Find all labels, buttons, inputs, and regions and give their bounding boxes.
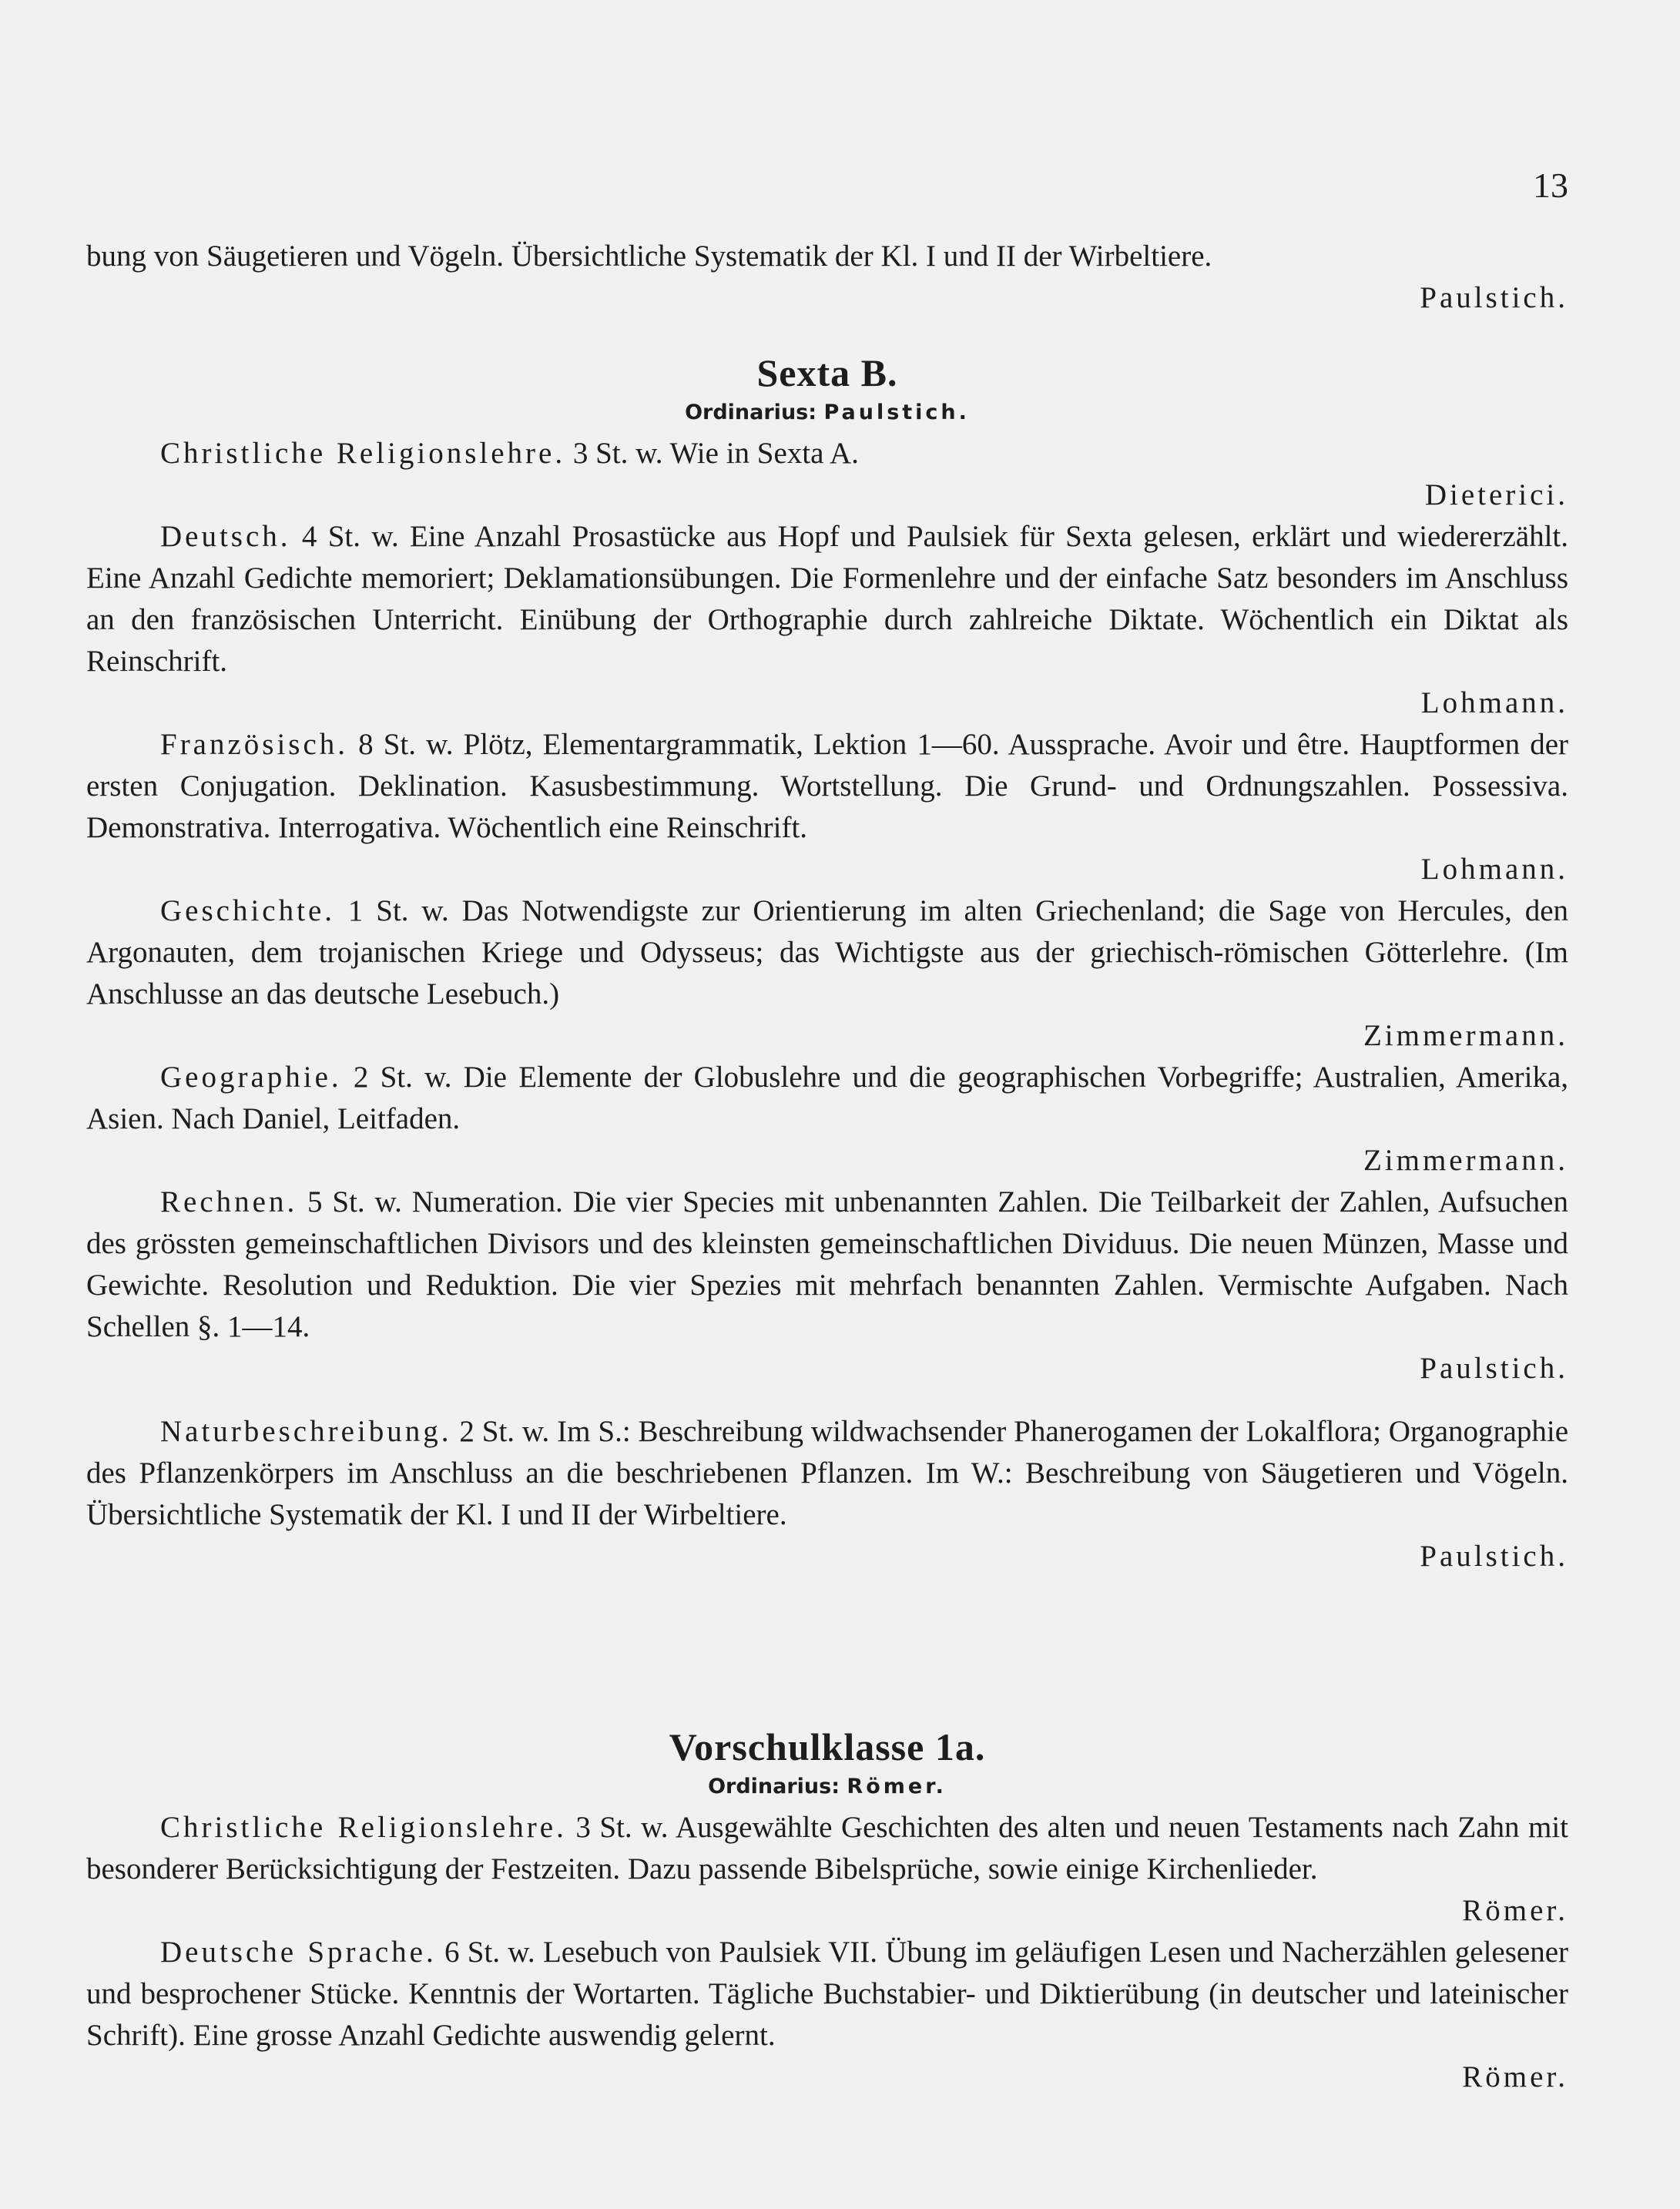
entry-text: 3 St. w. Ausgewählte Geschichten des alten und neuen Testaments nach Zahn mit besonderer Berücksichtigung der Festzeiten. Dazu passende Bibelsprüche, sowie einige Kirchenlieder. — [86, 1811, 1568, 1886]
entry-teacher: Dieterici. — [1424, 478, 1568, 511]
entry-deutsche-sprache — [86, 1932, 1568, 2098]
entry-teacher: Zimmermann. — [1363, 1019, 1568, 1052]
entry-deutsch — [86, 516, 1568, 724]
entry-subject: Naturbeschreibung. — [160, 1415, 452, 1448]
entry-text: 1 St. w. Das Notwendigste zur Orientierung im alten Griechenland; die Sage von Hercules, den Argonauten, dem trojanischen Kriege und Odysseus; das Wichtigste aus der griechisch-römischen Götterlehre. (Im Anschlusse an das deutsche Lesebuch.) — [86, 894, 1568, 1011]
ordinarius-label: Ordinarius: — [708, 1775, 840, 1798]
entry-religion-vorschule — [86, 1807, 1568, 1932]
entry-subject: Deutsch. — [160, 520, 291, 553]
entry-teacher: Lohmann. — [1420, 853, 1568, 886]
entry-teacher: Paulstich. — [1420, 1540, 1568, 1573]
entry-text: 8 St. w. Plötz, Elementargrammatik, Lektion 1—60. Aussprache. Avoir und être. Hauptformen der ersten Conjugation. Deklination. Kasusbestimmung. Wortstellung. Die Grund- und Ordnungszahlen. Possessiva. Demonstrativa. Interrogativa. Wöchentlich eine Reinschrift. — [86, 728, 1568, 844]
entry-geschichte — [86, 890, 1568, 1057]
entry-naturbeschreibung — [86, 1411, 1568, 1577]
entry-teacher: Römer. — [1462, 2060, 1568, 2093]
intro-text: bung von Säugetieren und Vögeln. Übersichtliche Systematik der Kl. I und II der Wirbeltiere. — [86, 240, 1212, 273]
entry-subject: Deutsche Sprache. — [160, 1936, 437, 1969]
entry-franzoesisch — [86, 724, 1568, 890]
ordinarius-name: Paulstich. — [823, 401, 970, 424]
ordinarius-vorschulklasse-1a — [86, 1772, 1568, 1802]
section-title-sexta-b: Sexta B. — [756, 351, 898, 394]
intro-paragraph — [86, 236, 1568, 319]
entry-teacher: Paulstich. — [1420, 1352, 1568, 1385]
ordinarius-sexta-b — [86, 397, 1568, 428]
entry-text: 5 St. w. Numeration. Die vier Species mit unbenannten Zahlen. Die Teilbarkeit der Zahlen, Aufsuchen des grössten gemeinschaftlichen Divisors und des kleinsten gemeinschaftlichen Dividuus. Die neuen Münzen, Masse und Gewichte. Resolution und Reduktion. Die vier Spezies mit mehrfach benannten Zahlen. Vermischte Aufgaben. Nach Schellen §. 1—14. — [86, 1185, 1568, 1343]
entry-religion — [86, 433, 1568, 516]
entry-text: 2 St. w. Im S.: Beschreibung wildwachsender Phanerogamen der Lokalflora; Organographie des Pflanzenkörpers im Anschluss an die beschriebenen Pflanzen. Im W.: Beschreibung von Säugetieren und Vögeln. Übersichtliche Systematik der Kl. I und II der Wirbeltiere. — [86, 1415, 1569, 1531]
entry-subject: Geschichte. — [160, 894, 336, 927]
entry-subject: Christliche Religionslehre. — [160, 437, 566, 470]
entry-teacher: Zimmermann. — [1363, 1144, 1568, 1177]
entry-subject: Französisch. — [160, 728, 349, 761]
entry-text: 2 St. w. Die Elemente der Globuslehre und die geographischen Vorbegriffe; Australien, Amerika, Asien. Nach Daniel, Leitfaden. — [86, 1061, 1569, 1135]
section-title-vorschulklasse-1a: Vorschulklasse 1a. — [669, 1725, 986, 1768]
entry-teacher: Lohmann. — [1420, 686, 1568, 719]
entry-text: 3 St. w. Wie in Sexta A. — [572, 437, 859, 470]
intro-teacher: Paulstich. — [1420, 281, 1568, 314]
entry-subject: Christliche Religionslehre. — [160, 1811, 567, 1844]
entry-teacher: Römer. — [1462, 1894, 1568, 1927]
ordinarius-name: Römer. — [847, 1775, 947, 1798]
page-number: 13 — [1533, 166, 1568, 205]
spacer — [86, 1577, 1568, 1693]
entry-text: 4 St. w. Eine Anzahl Prosastücke aus Hopf und Paulsiek für Sexta gelesen, erklärt und wiedererzählt. Eine Anzahl Gedichte memoriert; Deklamationsübungen. Die Formenlehre und der einfache Satz besonders im Anschluss an den französischen Unterricht. Einübung der Orthographie durch zahlreiche Diktate. Wöchentlich ein Diktat als Reinschrift. — [86, 520, 1568, 678]
entry-text: 6 St. w. Lesebuch von Paulsiek VII. Übung im geläufigen Lesen und Nacherzählen gelesener und besprochener Stücke. Kenntnis der Wortarten. Tägliche Buchstabier- und Diktierübung (in deutscher und lateinischer Schrift). Eine grosse Anzahl Gedichte auswendig gelernt. — [86, 1936, 1569, 2052]
ordinarius-label: Ordinarius: — [685, 401, 817, 424]
entry-rechnen — [86, 1182, 1568, 1389]
entry-subject: Geographie. — [160, 1061, 342, 1094]
spacer — [86, 1389, 1568, 1411]
entry-subject: Rechnen. — [160, 1185, 298, 1218]
entry-geographie — [86, 1057, 1568, 1182]
text-column — [86, 236, 1568, 2098]
